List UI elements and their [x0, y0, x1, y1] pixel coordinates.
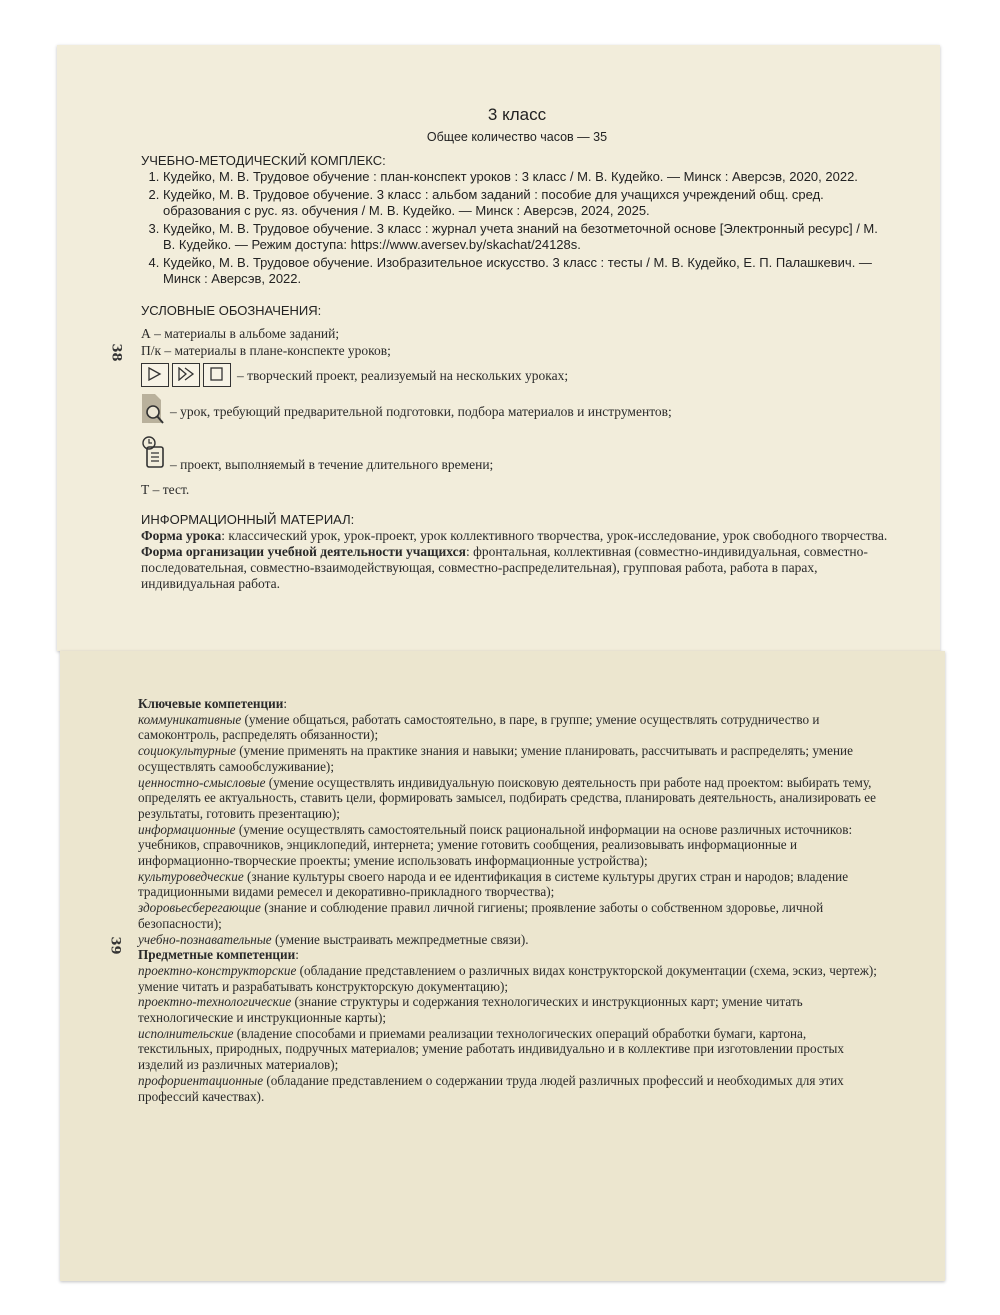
page-39: [60, 651, 945, 1281]
legend-a: А – материалы в альбоме заданий;: [141, 326, 340, 341]
competence-item: учебно-познавательные (умение выстраивать межпредметные связи).: [138, 931, 529, 947]
info-heading: ИНФОРМАЦИОННЫЙ МАТЕРИАЛ:: [141, 512, 355, 527]
page-number: 38: [108, 343, 124, 362]
competence-item: проектно-конструкторские (обладание представлением о различных видах конструкторской документации (схема, эскиз, чертеж); умение читать и разрабатывать конструкторскую документацию);: [138, 962, 877, 994]
info-item: Форма урока: классический урок, урок-проект, урок коллективного творчества, урок-исследование, урок свободного творчества.: [141, 528, 888, 543]
competence-item: коммуникативные (умение общаться, работать самостоятельно, в паре, в группе; умение осуществлять сотрудничество и самоконтроль, распределять обязанности);: [138, 711, 820, 743]
umk-heading: УЧЕБНО-МЕТОДИЧЕСКИЙ КОМПЛЕКС:: [141, 153, 386, 168]
competence-item: информационные (умение осуществлять самостоятельный поиск рациональной информации на основе различных источников: учебников, справочников, энциклопедий, интернета; умение готовить сообщения, реализовывать информационные и информационно-творческие проекты; умение использовать информационные устройства);: [138, 821, 853, 869]
umk-item: 1. Кудейко, М. В. Трудовое обучение : план-конспект уроков : 3 класс / М. В. Кудейко. — Минск : Аверсэв, 2020, 2022.: [163, 169, 893, 185]
info-item: Форма организации учебной деятельности учащихся: фронтальная, коллективная (совместно-индивидуальная, совместно-последовательная, совместно-взаимодействующая, совместно-распределительная), групповая работа, работа в парах, индивидуальная работа.: [141, 544, 868, 591]
page-subtitle: Общее количество часов — 35: [426, 130, 608, 144]
play-icon: [141, 363, 169, 387]
key-competences-heading: Ключевые компетенции:: [138, 696, 287, 711]
page-number: 39: [107, 936, 123, 955]
legend-pk: П/к – материалы в плане-конспекте уроков;: [141, 343, 391, 358]
legend-project: – творческий проект, реализуемый на нескольких уроках;: [237, 367, 569, 383]
umk-item: 4. Кудейко, М. В. Трудовое обучение. Изобразительное искусство. 3 класс : тесты / М. В. Кудейко, Е. П. Палашкевич. — Минск : Аверсэв, 2022.: [163, 255, 893, 287]
legend-test: Т – тест.: [141, 482, 190, 497]
legend-prep: – урок, требующий предварительной подготовки, подбора материалов и инструментов;: [170, 403, 672, 419]
page-title: 3 класс: [487, 105, 547, 124]
competence-item: культуроведческие (знание культуры своего народа и ее идентификация в системе культуры других стран и народов; владение традиционными видами ремесел и декоративно-прикладного творчества);: [138, 868, 849, 900]
legend-long: – проект, выполняемый в течение длительного времени;: [170, 457, 494, 472]
page-38: [57, 45, 940, 651]
subject-competences-heading: Предметные компетенции:: [138, 947, 299, 963]
umk-item: 2. Кудейко, М. В. Трудовое обучение. 3 класс : альбом заданий : пособие для учащихся учреждений общ. сред. образования с рус. яз. обучения / М. В. Кудейко. — Минск : Аверсэв, 2024, 2025.: [163, 187, 893, 219]
legend-heading: УСЛОВНЫЕ ОБОЗНАЧЕНИЯ:: [141, 303, 322, 318]
clock-document-icon: [141, 435, 167, 473]
umk-list: [141, 169, 893, 287]
umk-item: 3. Кудейко, М. В. Трудовое обучение. 3 класс : журнал учета знаний на безотметочной основе [Электронный ресурс] / М. В. Кудейко. — Режим доступа: https://www.aversev.by/skachat/24128s.: [163, 221, 893, 253]
competence-item: здоровьесберегающие (знание и соблюдение правил личной гигиены; проявление заботы о собственном здоровье, личной безопасности);: [138, 900, 824, 931]
fast-forward-icon: [172, 363, 200, 387]
legend: [141, 325, 893, 498]
competence-item: ценностно-смысловые (умение осуществлять индивидуальную поисковую деятельность при работе над проектом: выбирать тему, определять ее актуальность, ставить цели, формировать замысел, подбирать средства, планировать деятельность, анализировать ее результаты, готовить презентацию);: [138, 774, 876, 821]
competence-item: исполнительские (владение способами и приемами реализации технологических операций обработки бумаги, картона, текстильных, природных, подручных материалов; умение работать индивидуально и в коллективе при изготовлении простых изделий из различных материалов);: [138, 1025, 844, 1073]
competence-item: социокультурные (умение применять на практике знания и навыки; умение планировать, рассчитывать и распределять; умение осуществлять самообслуживание);: [138, 743, 853, 774]
competence-item: профориентационные (обладание представлением о содержании труда людей различных профессий и необходимых для этих профессий качествах).: [138, 1072, 844, 1104]
competence-item: проектно-технологические (знание структуры и содержания технологических и инструкционных карт; умение читать технологические и инструкционные карты);: [138, 994, 803, 1026]
stop-icon: [203, 363, 231, 387]
magnifier-document-icon: [141, 393, 167, 429]
